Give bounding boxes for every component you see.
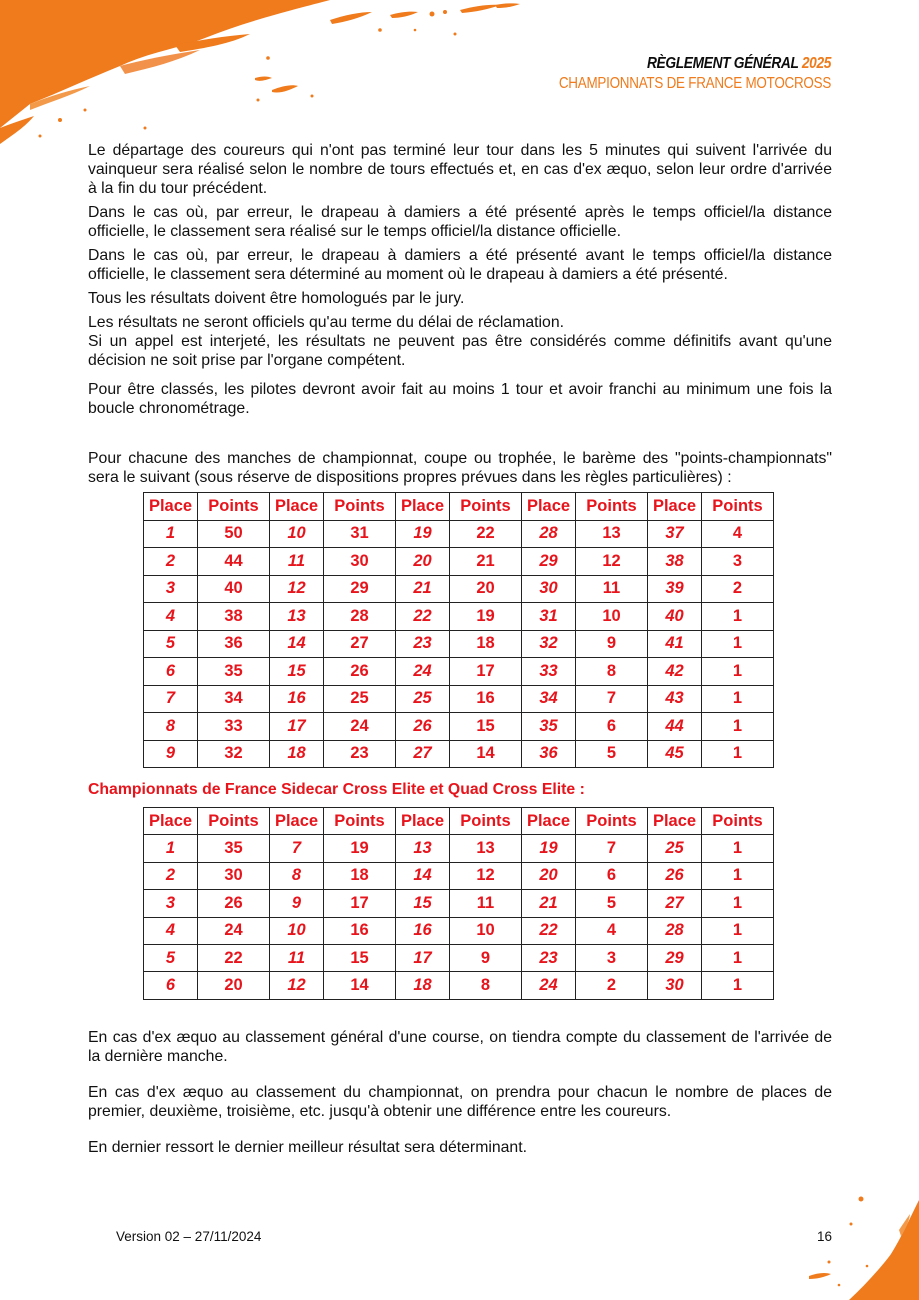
sidecar-quad-heading: Championnats de France Sidecar Cross Elite et Quad Cross Elite : bbox=[88, 781, 585, 798]
points-cell: 19 bbox=[324, 835, 396, 862]
header-place: Place bbox=[522, 808, 576, 835]
place-cell: 42 bbox=[648, 658, 702, 686]
place-cell: 29 bbox=[522, 548, 576, 576]
place-cell: 4 bbox=[144, 917, 198, 944]
header-place: Place bbox=[144, 493, 198, 521]
points-cell: 7 bbox=[576, 685, 648, 713]
points-cell: 1 bbox=[702, 685, 774, 713]
place-cell: 27 bbox=[648, 890, 702, 917]
points-cell: 11 bbox=[576, 575, 648, 603]
table-row bbox=[144, 603, 774, 631]
points-cell: 6 bbox=[576, 862, 648, 889]
points-cell: 10 bbox=[450, 917, 522, 944]
place-cell: 16 bbox=[396, 917, 450, 944]
points-cell: 16 bbox=[450, 685, 522, 713]
place-cell: 38 bbox=[648, 548, 702, 576]
place-cell: 10 bbox=[270, 520, 324, 548]
table-row bbox=[144, 713, 774, 741]
place-cell: 5 bbox=[144, 944, 198, 971]
table-row bbox=[144, 548, 774, 576]
points-cell: 20 bbox=[450, 575, 522, 603]
place-cell: 3 bbox=[144, 890, 198, 917]
points-cell: 1 bbox=[702, 740, 774, 768]
points-cell: 30 bbox=[324, 548, 396, 576]
table-row bbox=[144, 520, 774, 548]
points-cell: 30 bbox=[198, 862, 270, 889]
points-cell: 28 bbox=[324, 603, 396, 631]
header-place: Place bbox=[270, 808, 324, 835]
place-cell: 9 bbox=[270, 890, 324, 917]
points-cell: 24 bbox=[324, 713, 396, 741]
points-cell: 16 bbox=[324, 917, 396, 944]
place-cell: 43 bbox=[648, 685, 702, 713]
place-cell: 14 bbox=[396, 862, 450, 889]
place-cell: 41 bbox=[648, 630, 702, 658]
header-place: Place bbox=[522, 493, 576, 521]
place-cell: 18 bbox=[270, 740, 324, 768]
place-cell: 5 bbox=[144, 630, 198, 658]
points-cell: 17 bbox=[450, 658, 522, 686]
place-cell: 35 bbox=[522, 713, 576, 741]
place-cell: 17 bbox=[270, 713, 324, 741]
points-cell: 22 bbox=[198, 944, 270, 971]
points-table-main bbox=[143, 492, 774, 768]
paragraph-appel: Si un appel est interjeté, les résultats ne peuvent pas être considérés comme définitifs avant qu'une décision ne soit prise par l'organe compétent. bbox=[88, 333, 832, 369]
orange-brush-decoration-bottom bbox=[739, 1190, 919, 1300]
place-cell: 7 bbox=[270, 835, 324, 862]
points-cell: 6 bbox=[576, 713, 648, 741]
points-cell: 27 bbox=[324, 630, 396, 658]
place-cell: 4 bbox=[144, 603, 198, 631]
points-cell: 21 bbox=[450, 548, 522, 576]
table-row bbox=[144, 685, 774, 713]
points-cell: 50 bbox=[198, 520, 270, 548]
header-points: Points bbox=[324, 808, 396, 835]
points-cell: 1 bbox=[702, 713, 774, 741]
points-cell: 33 bbox=[198, 713, 270, 741]
place-cell: 30 bbox=[648, 972, 702, 999]
points-cell: 8 bbox=[450, 972, 522, 999]
points-cell: 2 bbox=[702, 575, 774, 603]
points-cell: 31 bbox=[324, 520, 396, 548]
place-cell: 24 bbox=[522, 972, 576, 999]
place-cell: 44 bbox=[648, 713, 702, 741]
place-cell: 2 bbox=[144, 548, 198, 576]
place-cell: 22 bbox=[396, 603, 450, 631]
place-cell: 15 bbox=[270, 658, 324, 686]
points-cell: 38 bbox=[198, 603, 270, 631]
place-cell: 17 bbox=[396, 944, 450, 971]
points-cell: 4 bbox=[576, 917, 648, 944]
place-cell: 29 bbox=[648, 944, 702, 971]
place-cell: 21 bbox=[396, 575, 450, 603]
place-cell: 34 bbox=[522, 685, 576, 713]
points-cell: 3 bbox=[576, 944, 648, 971]
points-table-sidecar-quad-body bbox=[144, 835, 774, 999]
place-cell: 1 bbox=[144, 520, 198, 548]
table-row bbox=[144, 835, 774, 862]
place-cell: 13 bbox=[396, 835, 450, 862]
place-cell: 28 bbox=[648, 917, 702, 944]
points-cell: 24 bbox=[198, 917, 270, 944]
header-place: Place bbox=[270, 493, 324, 521]
header-place: Place bbox=[648, 493, 702, 521]
place-cell: 1 bbox=[144, 835, 198, 862]
place-cell: 25 bbox=[396, 685, 450, 713]
points-cell: 1 bbox=[702, 658, 774, 686]
place-cell: 3 bbox=[144, 575, 198, 603]
document-header bbox=[507, 55, 831, 93]
table-row bbox=[144, 890, 774, 917]
points-cell: 1 bbox=[702, 972, 774, 999]
table-header-row bbox=[144, 493, 774, 521]
table-row bbox=[144, 862, 774, 889]
points-cell: 1 bbox=[702, 890, 774, 917]
place-cell: 28 bbox=[522, 520, 576, 548]
paragraph-drapeau-apres: Dans le cas où, par erreur, le drapeau à damiers a été présenté après le temps officiel/la distance officielle, le classement sera réalisé sur le temps officiel/la distance officielle. bbox=[88, 204, 832, 240]
place-cell: 32 bbox=[522, 630, 576, 658]
place-cell: 24 bbox=[396, 658, 450, 686]
points-cell: 22 bbox=[450, 520, 522, 548]
header-subtitle: CHAMPIONNATS DE FRANCE MOTOCROSS bbox=[558, 75, 831, 92]
paragraph-homologation: Tous les résultats doivent être homologués par le jury. bbox=[88, 290, 465, 307]
place-cell: 8 bbox=[270, 862, 324, 889]
points-cell: 44 bbox=[198, 548, 270, 576]
place-cell: 12 bbox=[270, 972, 324, 999]
place-cell: 2 bbox=[144, 862, 198, 889]
points-cell: 40 bbox=[198, 575, 270, 603]
place-cell: 37 bbox=[648, 520, 702, 548]
points-cell: 13 bbox=[576, 520, 648, 548]
points-cell: 10 bbox=[576, 603, 648, 631]
place-cell: 39 bbox=[648, 575, 702, 603]
place-cell: 12 bbox=[270, 575, 324, 603]
points-cell: 29 bbox=[324, 575, 396, 603]
table-header-row bbox=[144, 808, 774, 835]
table-row bbox=[144, 740, 774, 768]
place-cell: 33 bbox=[522, 658, 576, 686]
points-cell: 35 bbox=[198, 658, 270, 686]
place-cell: 8 bbox=[144, 713, 198, 741]
page-content bbox=[88, 141, 832, 1157]
place-cell: 26 bbox=[396, 713, 450, 741]
header-title-text: RÈGLEMENT GÉNÉRAL bbox=[646, 55, 799, 72]
place-cell: 7 bbox=[144, 685, 198, 713]
points-cell: 18 bbox=[450, 630, 522, 658]
place-cell: 25 bbox=[648, 835, 702, 862]
place-cell: 18 bbox=[396, 972, 450, 999]
header-place: Place bbox=[648, 808, 702, 835]
points-cell: 5 bbox=[576, 890, 648, 917]
table-row bbox=[144, 630, 774, 658]
header-points: Points bbox=[450, 493, 522, 521]
points-cell: 9 bbox=[576, 630, 648, 658]
header-points: Points bbox=[702, 808, 774, 835]
place-cell: 22 bbox=[522, 917, 576, 944]
place-cell: 11 bbox=[270, 548, 324, 576]
paragraph-dernier-ressort: En dernier ressort le dernier meilleur résultat sera déterminant. bbox=[88, 1138, 527, 1156]
points-cell: 26 bbox=[198, 890, 270, 917]
place-cell: 36 bbox=[522, 740, 576, 768]
header-place: Place bbox=[144, 808, 198, 835]
header-points: Points bbox=[324, 493, 396, 521]
points-cell: 1 bbox=[702, 944, 774, 971]
place-cell: 20 bbox=[522, 862, 576, 889]
points-cell: 8 bbox=[576, 658, 648, 686]
place-cell: 26 bbox=[648, 862, 702, 889]
place-cell: 19 bbox=[522, 835, 576, 862]
points-cell: 4 bbox=[702, 520, 774, 548]
header-points: Points bbox=[198, 808, 270, 835]
points-cell: 1 bbox=[702, 862, 774, 889]
points-cell: 25 bbox=[324, 685, 396, 713]
paragraph-bareme: Pour chacune des manches de championnat, coupe ou trophée, le barème des "points-championnats" sera le suivant (sous réserve de dispositions propres prévues dans les règles particulières) : bbox=[88, 450, 832, 486]
points-cell: 3 bbox=[702, 548, 774, 576]
place-cell: 6 bbox=[144, 658, 198, 686]
points-cell: 26 bbox=[324, 658, 396, 686]
points-table-main-body bbox=[144, 520, 774, 768]
points-cell: 12 bbox=[576, 548, 648, 576]
place-cell: 13 bbox=[270, 603, 324, 631]
place-cell: 23 bbox=[522, 944, 576, 971]
points-cell: 20 bbox=[198, 972, 270, 999]
points-cell: 23 bbox=[324, 740, 396, 768]
points-cell: 14 bbox=[450, 740, 522, 768]
points-cell: 9 bbox=[450, 944, 522, 971]
points-cell: 7 bbox=[576, 835, 648, 862]
place-cell: 10 bbox=[270, 917, 324, 944]
points-cell: 12 bbox=[450, 862, 522, 889]
header-place: Place bbox=[396, 808, 450, 835]
paragraph-ex-aequo-course: En cas d'ex æquo au classement général d'une course, on tiendra compte du classement de l'arrivée de la dernière manche. bbox=[88, 1028, 832, 1065]
place-cell: 31 bbox=[522, 603, 576, 631]
place-cell: 14 bbox=[270, 630, 324, 658]
place-cell: 21 bbox=[522, 890, 576, 917]
place-cell: 20 bbox=[396, 548, 450, 576]
place-cell: 30 bbox=[522, 575, 576, 603]
points-cell: 14 bbox=[324, 972, 396, 999]
table-row bbox=[144, 972, 774, 999]
points-cell: 15 bbox=[324, 944, 396, 971]
points-cell: 1 bbox=[702, 835, 774, 862]
header-points: Points bbox=[576, 808, 648, 835]
place-cell: 9 bbox=[144, 740, 198, 768]
place-cell: 19 bbox=[396, 520, 450, 548]
place-cell: 23 bbox=[396, 630, 450, 658]
place-cell: 15 bbox=[396, 890, 450, 917]
header-points: Points bbox=[198, 493, 270, 521]
table-row bbox=[144, 917, 774, 944]
points-cell: 1 bbox=[702, 917, 774, 944]
header-year: 2025 bbox=[801, 55, 831, 72]
paragraph-drapeau-avant: Dans le cas où, par erreur, le drapeau à damiers a été présenté avant le temps officiel/la distance officielle, le classement sera déterminé au moment où le drapeau à damiers a été présenté. bbox=[88, 247, 832, 283]
points-cell: 32 bbox=[198, 740, 270, 768]
points-cell: 18 bbox=[324, 862, 396, 889]
paragraph-ex-aequo-championnat: En cas d'ex æquo au classement du championnat, on prendra pour chacun le nombre de places de premier, deuxième, troisième, etc. jusqu'à obtenir une différence entre les coureurs. bbox=[88, 1083, 832, 1120]
table-row bbox=[144, 575, 774, 603]
points-cell: 1 bbox=[702, 603, 774, 631]
header-points: Points bbox=[450, 808, 522, 835]
place-cell: 40 bbox=[648, 603, 702, 631]
table-row bbox=[144, 658, 774, 686]
points-cell: 34 bbox=[198, 685, 270, 713]
paragraph-classes: Pour être classés, les pilotes devront avoir fait au moins 1 tour et avoir franchi au minimum une fois la boucle chronométrage. bbox=[88, 381, 832, 417]
header-points: Points bbox=[702, 493, 774, 521]
points-cell: 1 bbox=[702, 630, 774, 658]
points-cell: 36 bbox=[198, 630, 270, 658]
place-cell: 11 bbox=[270, 944, 324, 971]
points-cell: 35 bbox=[198, 835, 270, 862]
points-table-sidecar-quad bbox=[143, 807, 774, 1000]
page-number: 16 bbox=[817, 1229, 833, 1244]
points-cell: 11 bbox=[450, 890, 522, 917]
header-points: Points bbox=[576, 493, 648, 521]
place-cell: 45 bbox=[648, 740, 702, 768]
header-title bbox=[552, 55, 831, 73]
footer-version: Version 02 – 27/11/2024 bbox=[116, 1229, 262, 1244]
place-cell: 27 bbox=[396, 740, 450, 768]
paragraph-officiels: Les résultats ne seront officiels qu'au terme du délai de réclamation. bbox=[88, 314, 565, 331]
paragraph-departage: Le départage des coureurs qui n'ont pas terminé leur tour dans les 5 minutes qui suivent l'arrivée du vainqueur sera réalisé selon le nombre de tours effectués et, en cas d'ex æquo, selon leur ordre d'arrivée à la fin du tour précédent. bbox=[88, 142, 832, 197]
points-cell: 15 bbox=[450, 713, 522, 741]
points-cell: 17 bbox=[324, 890, 396, 917]
points-cell: 13 bbox=[450, 835, 522, 862]
points-cell: 2 bbox=[576, 972, 648, 999]
points-cell: 19 bbox=[450, 603, 522, 631]
table-row bbox=[144, 944, 774, 971]
header-place: Place bbox=[396, 493, 450, 521]
points-cell: 5 bbox=[576, 740, 648, 768]
place-cell: 6 bbox=[144, 972, 198, 999]
place-cell: 16 bbox=[270, 685, 324, 713]
